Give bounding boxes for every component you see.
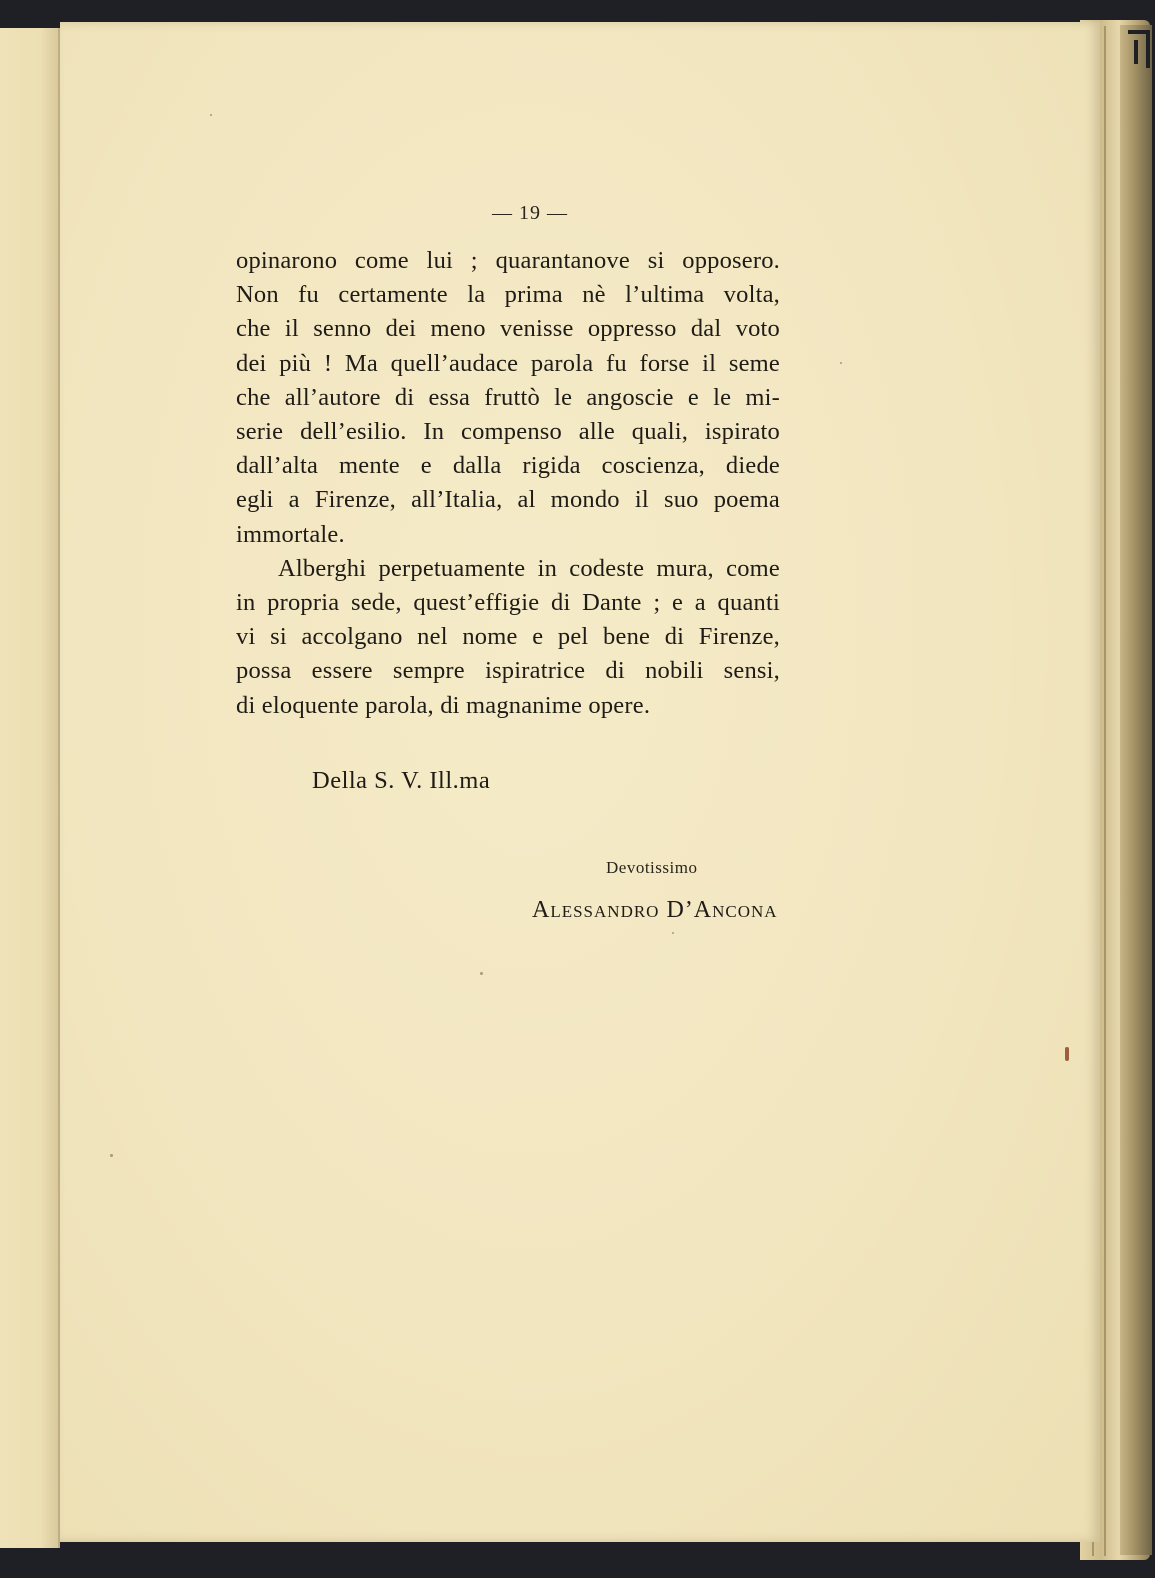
text-line: egli a Firenze, all’Italia, al mondo il suo poema [236, 486, 780, 514]
text-line: che il senno dei meno venisse oppresso dal voto [236, 315, 780, 343]
paper-speck [210, 114, 212, 116]
paper-speck [672, 932, 674, 934]
letter-signature: Alessandro D’Ancona [532, 897, 778, 923]
text-line: possa essere sempre ispiratrice di nobili sensi, [236, 657, 780, 685]
main-text [236, 244, 780, 723]
text-line: immortale. [236, 520, 345, 548]
text-line: dall’alta mente e dalla rigida coscienza, diede [236, 452, 780, 480]
facing-page-edge [0, 28, 60, 1548]
text-line: opinarono come lui ; quarantanove si opposero. [236, 247, 780, 274]
text-line: dei più ! Ma quell’audace parola fu forse il seme [236, 349, 780, 377]
text-line: serie dell’esilio. In compenso alle quali, ispirato [236, 418, 780, 446]
letter-closing: Devotissimo [606, 858, 698, 877]
book-cover-edge [1120, 25, 1152, 1555]
paper-stain [1065, 1047, 1069, 1061]
paper-speck [110, 1154, 113, 1157]
page-edge-line [1104, 26, 1106, 1556]
text-line: vi si accolgano nel nome e pel bene di Firenze, [236, 623, 780, 651]
text-line: in propria sede, quest’effigie di Dante ; e a quanti [236, 589, 780, 617]
paper-speck [480, 972, 483, 975]
book-page [60, 22, 1100, 1542]
paper-speck [840, 362, 842, 364]
text-line: di eloquente parola, di magnanime opere. [236, 691, 651, 719]
text-line: che all’autore di essa fruttò le angoscie e le mi- [236, 383, 780, 411]
text-line: Non fu certamente la prima nè l’ultima volta, [236, 281, 780, 309]
letter-salutation: Della S. V. Ill.ma [312, 767, 491, 794]
scan-corner-mark [1128, 30, 1150, 68]
page-number: — 19 — [492, 202, 568, 224]
text-line: Alberghi perpetuamente in codeste mura, come [278, 554, 780, 582]
